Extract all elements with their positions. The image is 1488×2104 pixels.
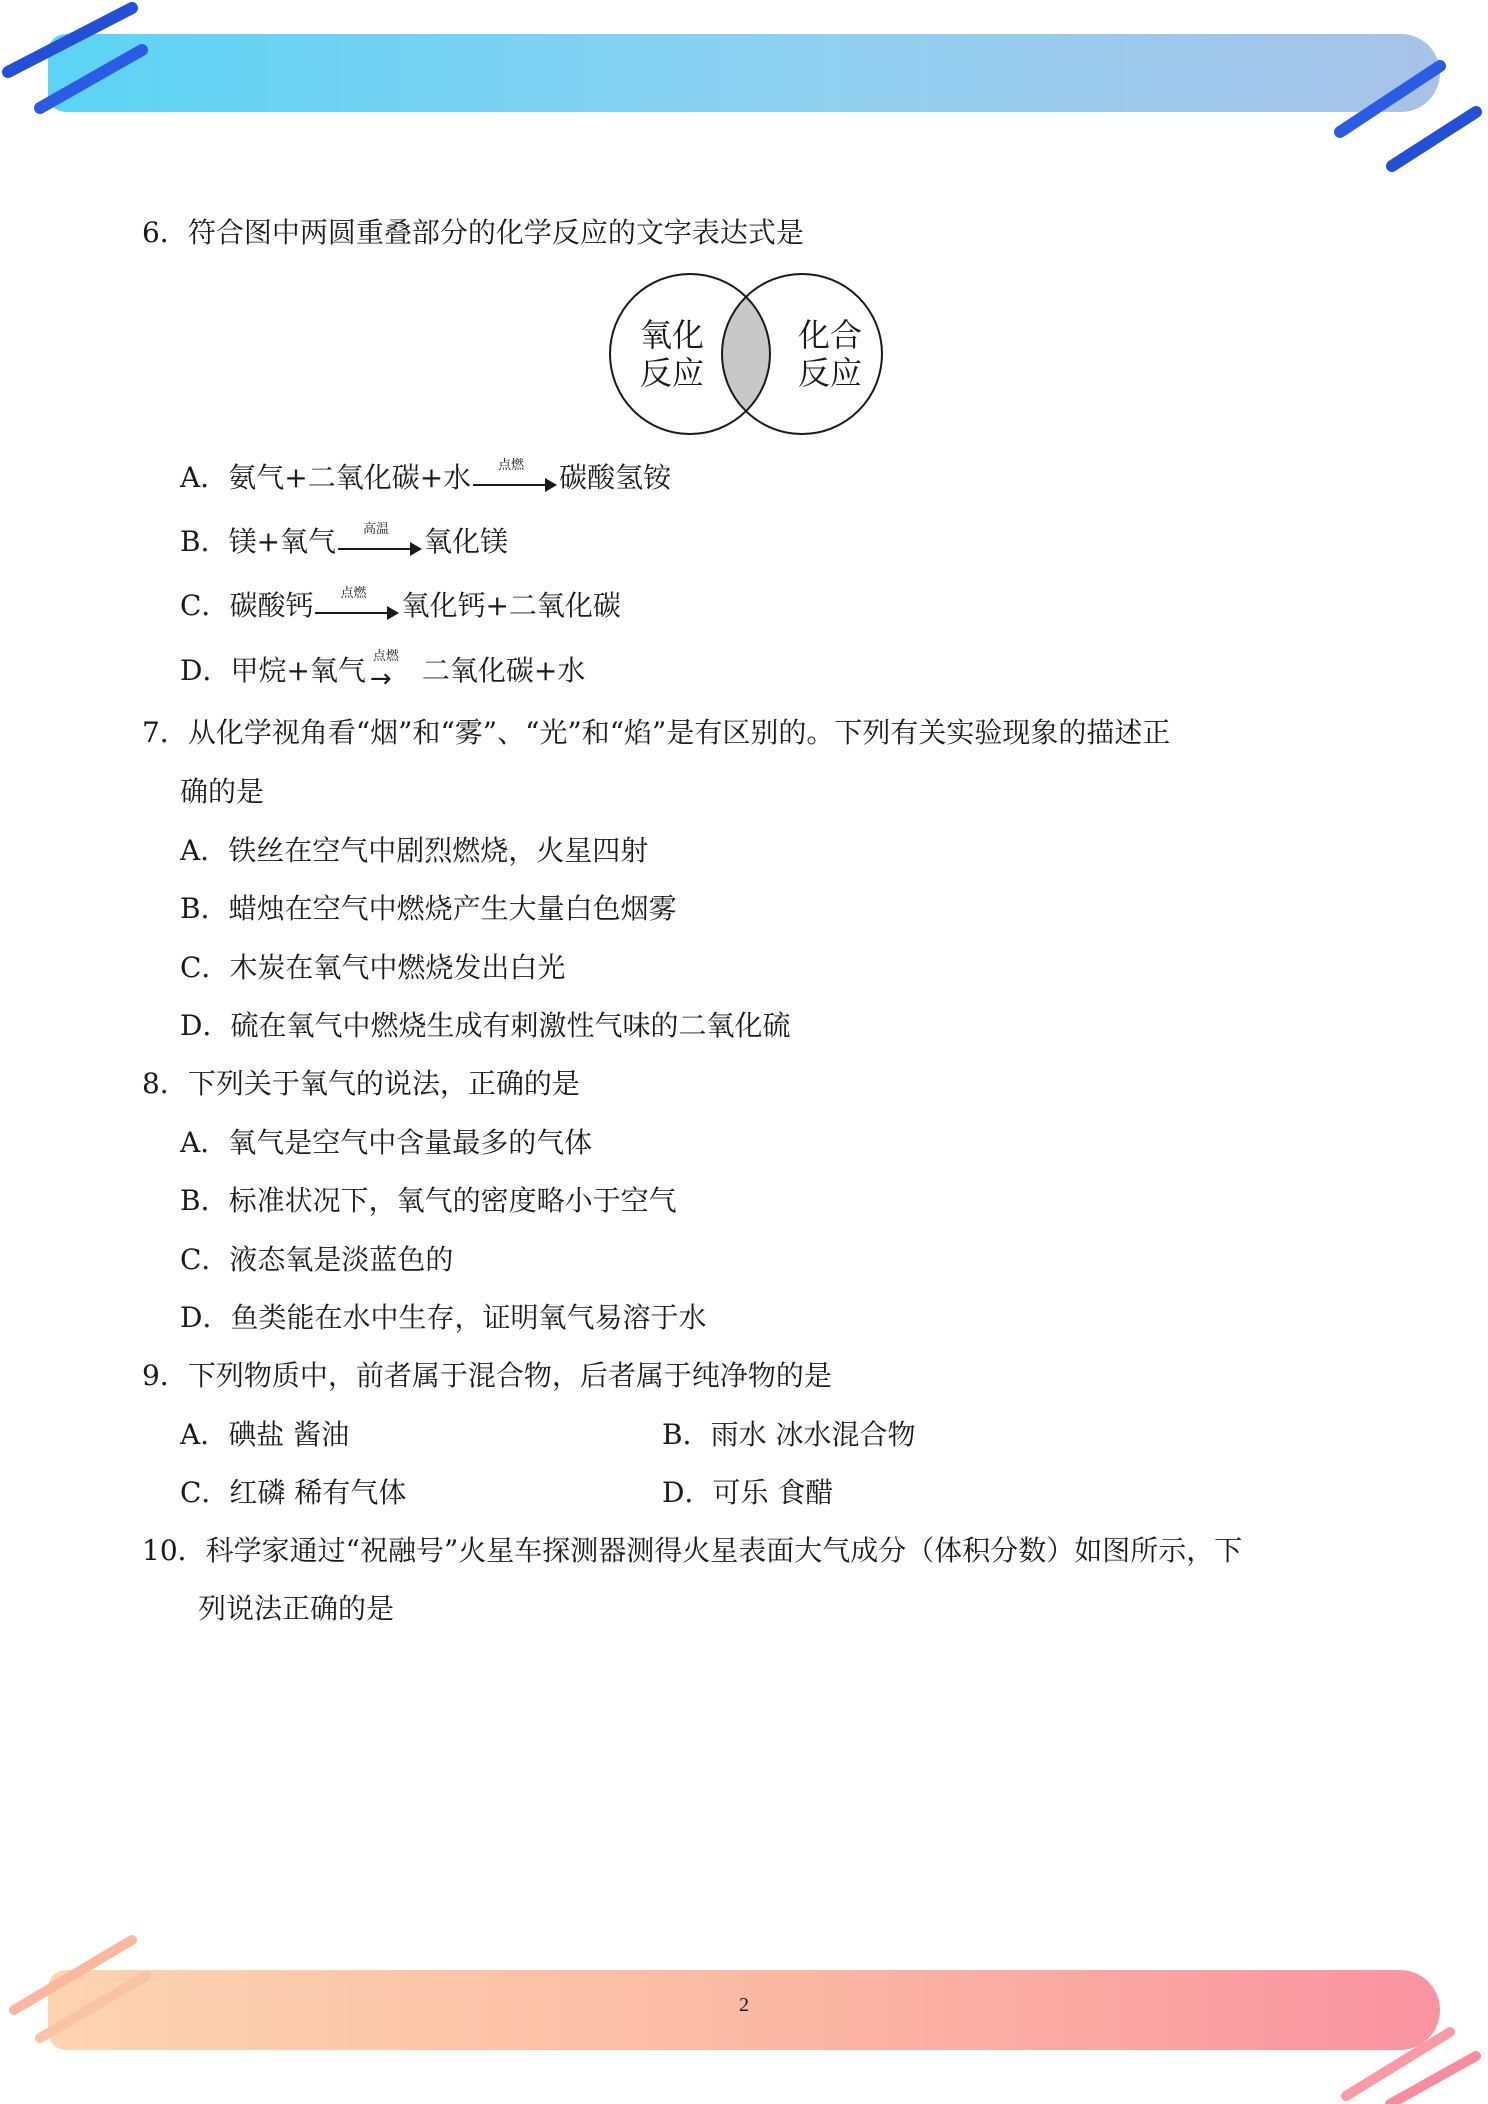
- q8-option-a: A．氧气是空气中含量最多的气体: [180, 1126, 593, 1159]
- q9-option-d: D．可乐 食醋: [662, 1476, 834, 1509]
- q6-a-label: A．: [180, 461, 229, 494]
- reaction-arrow: [315, 585, 399, 623]
- venn-right-label: [794, 316, 866, 392]
- q8-option-c: C．液态氧是淡蓝色的: [180, 1243, 454, 1276]
- venn-right-line1: 化合: [797, 316, 862, 354]
- q7-stem-line2: 确的是: [180, 775, 265, 808]
- q6-a-reactants: 氨气+二氧化碳+水: [228, 461, 472, 494]
- q6-stem: 6．符合图中两圆重叠部分的化学反应的文字表达式是: [142, 216, 804, 249]
- q6-option-d: [180, 648, 586, 694]
- q6-c-label: C．: [180, 589, 230, 622]
- reaction-condition: 点燃: [372, 648, 399, 664]
- reaction-arrow: [338, 521, 422, 559]
- q6-a-products: 碳酸氢铵: [559, 461, 672, 494]
- q9-stem: 9．下列物质中，前者属于混合物，后者属于纯净物的是: [142, 1359, 832, 1392]
- q7-option-a: A．铁丝在空气中剧烈燃烧，火星四射: [180, 834, 649, 867]
- page-number: 2: [739, 1994, 749, 2016]
- q6-option-c: [180, 586, 621, 626]
- venn-left-line2: 反应: [639, 354, 704, 392]
- q7-option-d: D．硫在氧气中燃烧生成有刺激性气味的二氧化硫: [180, 1009, 791, 1042]
- venn-right-line2: 反应: [797, 354, 862, 392]
- reaction-condition: 高温: [363, 521, 390, 537]
- q10-stem-line1: 10．科学家通过“祝融号”火星车探测器测得火星表面大气成分（体积分数）如图所示，下: [142, 1534, 1243, 1567]
- q6-b-products: 氧化镁: [424, 525, 509, 558]
- reaction-arrow: [473, 457, 557, 495]
- q8-option-d: D．鱼类能在水中生存，证明氧气易溶于水: [180, 1301, 707, 1334]
- q6-d-products: 二氧化碳+水: [421, 654, 586, 687]
- q10-stem-line2: 列说法正确的是: [198, 1592, 395, 1625]
- q7-option-c: C．木炭在氧气中燃烧发出白光: [180, 951, 566, 984]
- q9-option-c: C．红磷 稀有气体: [180, 1476, 407, 1509]
- q6-c-products: 氧化钙+二氧化碳: [401, 589, 621, 622]
- q6-d-label: D．: [180, 654, 231, 687]
- reaction-condition: 点燃: [340, 585, 367, 601]
- reaction-condition: 点燃: [498, 457, 525, 473]
- q6-b-reactants: 镁+氧气: [228, 525, 337, 558]
- q8-stem: 8．下列关于氧气的说法，正确的是: [142, 1067, 580, 1100]
- q7-stem-line1: 7．从化学视角看“烟”和“雾”、“光”和“焰”是有区别的。下列有关实验现象的描述正: [142, 716, 1171, 749]
- reaction-arrow-small: [366, 648, 406, 694]
- q6-option-a: [180, 458, 671, 498]
- header-stripes-decoration: [0, 0, 1488, 180]
- q6-b-label: B．: [180, 525, 229, 558]
- venn-left-label: [636, 316, 708, 392]
- q9-option-a: A．碘盐 酱油: [180, 1418, 350, 1451]
- q6-option-b: [180, 522, 508, 562]
- venn-left-line1: 氧化: [639, 316, 704, 354]
- q6-d-reactants: 甲烷+氧气: [230, 654, 366, 687]
- q6-c-reactants: 碳酸钙: [229, 589, 314, 622]
- arrow-glyph: →: [369, 663, 392, 694]
- q8-option-b: B．标准状况下，氧气的密度略小于空气: [180, 1184, 677, 1217]
- q9-option-b: B．雨水 冰水混合物: [662, 1418, 916, 1451]
- q7-option-b: B．蜡烛在空气中燃烧产生大量白色烟雾: [180, 892, 677, 925]
